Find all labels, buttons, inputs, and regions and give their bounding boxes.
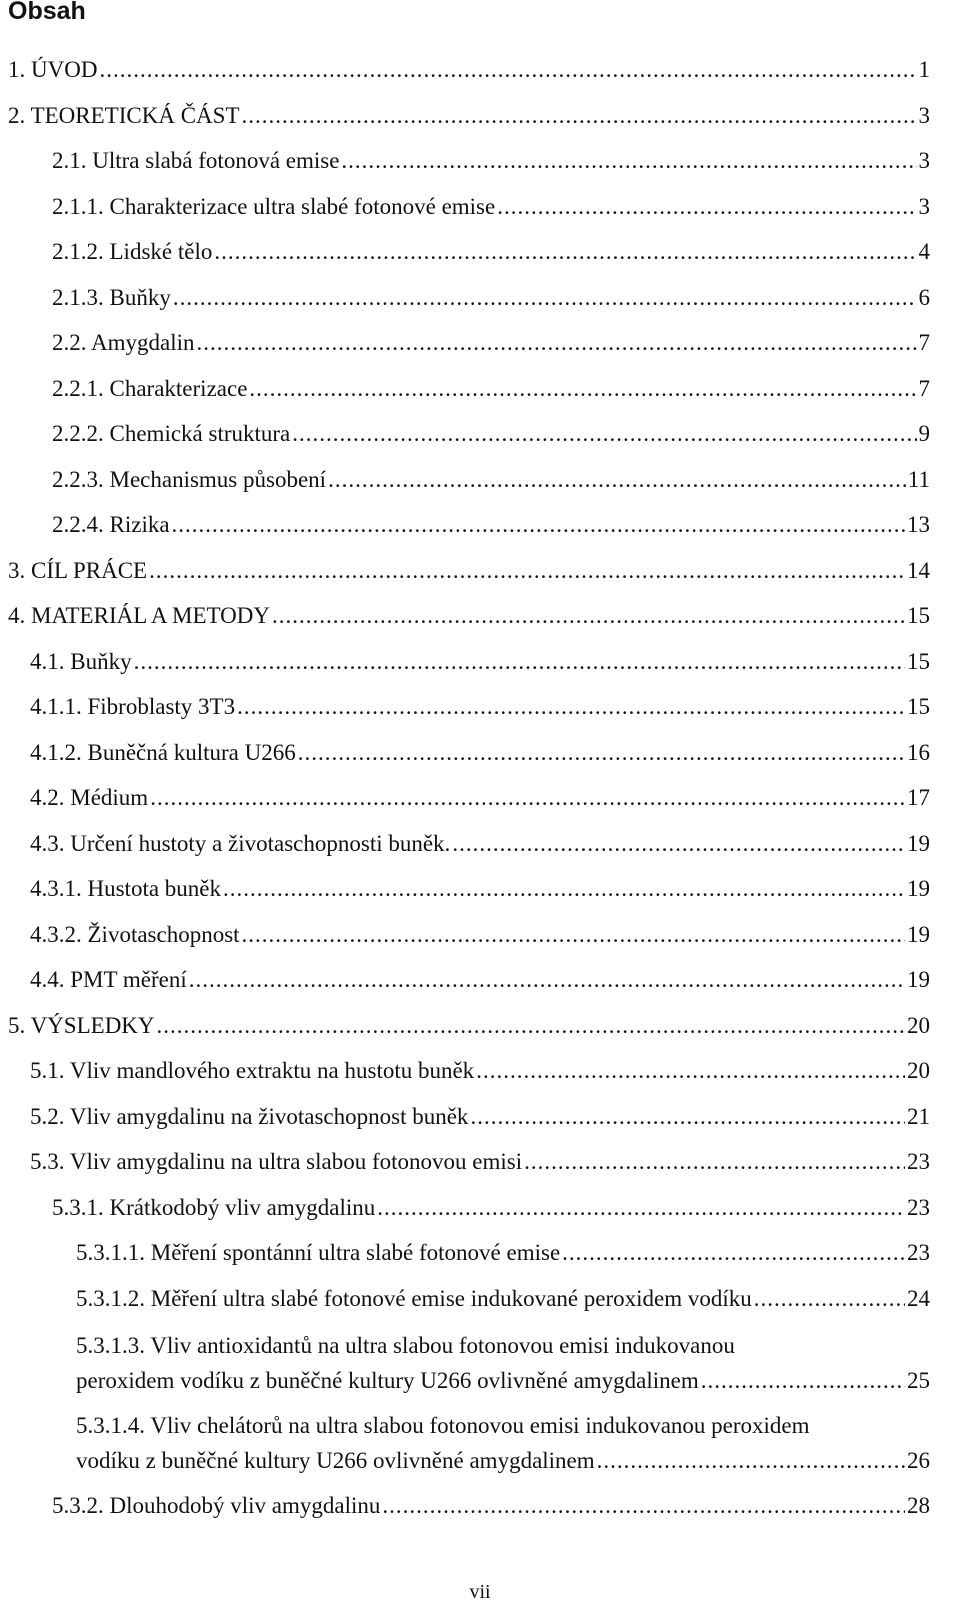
toc-entry-label: 5.3.1.2. Měření ultra slabé fotonové emise indukované peroxidem vodíku — [76, 1286, 752, 1311]
toc-entry-4-3-2[interactable] — [0, 919, 930, 951]
toc-entry-label: 5.3. Vliv amygdalinu na ultra slabou fotonovou emisi — [30, 1149, 523, 1174]
toc-entry-label: 4.1.2. Buněčná kultura U266 — [30, 740, 296, 765]
toc-entry-page: 7 — [918, 330, 930, 355]
toc-entry-label: 5. VÝSLEDKY — [8, 1013, 155, 1038]
toc-entry-5-3-2[interactable] — [0, 1490, 930, 1522]
toc-entry-4-3[interactable] — [0, 828, 930, 860]
toc-dot-leader — [134, 646, 905, 678]
toc-entry-page: 9 — [918, 421, 930, 446]
toc-entry-page: 19 — [907, 922, 930, 947]
toc-entry-cil-prace[interactable] — [0, 555, 930, 587]
toc-entry-page: 7 — [918, 376, 930, 401]
toc-entry-page: 15 — [907, 603, 930, 628]
toc-dot-leader — [597, 1445, 905, 1477]
toc-entry-label: 3. CÍL PRÁCE — [8, 558, 148, 583]
toc-entry-label: 2.2.2. Chemická struktura — [52, 421, 291, 446]
toc-entry-label: 2.2.4. Rizika — [52, 512, 170, 537]
toc-entry-2-2-2[interactable] — [0, 418, 930, 450]
toc-entry-page: 20 — [907, 1013, 930, 1038]
toc-dot-leader — [341, 145, 916, 177]
toc-entry-5-3-1-2[interactable] — [0, 1283, 930, 1315]
toc-dot-leader — [242, 100, 917, 132]
toc-entry-label: 5.2. Vliv amygdalinu na životaschopnost buněk — [30, 1104, 469, 1129]
toc-entry-label-line1: 5.3.1.4. Vliv chelátorů na ultra slabou fotonovou emisi indukovanou peroxidem — [76, 1413, 810, 1438]
toc-dot-leader — [157, 1010, 905, 1042]
toc-entry-page: 25 — [907, 1368, 930, 1393]
toc-dot-leader — [242, 919, 905, 951]
toc-entry-label: 5.3.1. Krátkodobý vliv amygdalinu — [52, 1195, 376, 1220]
toc-dot-leader — [562, 1237, 905, 1269]
toc-entry-5-3[interactable] — [0, 1146, 930, 1178]
toc-heading: Obsah — [8, 0, 86, 25]
toc-entry-page: 11 — [907, 467, 930, 492]
toc-entry-2-1-3[interactable] — [0, 282, 930, 314]
toc-entry-label: 2.1.2. Lidské tělo — [52, 239, 213, 264]
toc-entry-page: 6 — [918, 285, 930, 310]
toc-entry-label: 2.2. Amygdalin — [52, 330, 195, 355]
toc-entry-page: 19 — [907, 967, 930, 992]
toc-entry-label: 2.1.3. Buňky — [52, 285, 171, 310]
toc-dot-leader — [223, 873, 905, 905]
toc-entry-label: 5.1. Vliv mandlového extraktu na hustotu buněk — [30, 1058, 475, 1083]
toc-dot-leader — [249, 373, 916, 405]
toc-dot-leader — [173, 282, 917, 314]
toc-entry-2-2-3[interactable] — [0, 464, 930, 496]
toc-entry-uvod[interactable] — [0, 54, 930, 86]
toc-entry-material-a-metody[interactable] — [0, 600, 930, 632]
toc-dot-leader — [382, 1490, 905, 1522]
toc-entry-page: 24 — [907, 1286, 930, 1311]
toc-entry-page: 3 — [918, 194, 930, 219]
toc-entry-page: 13 — [907, 512, 930, 537]
toc-entry-4-1-2[interactable] — [0, 737, 930, 769]
toc-dot-leader — [172, 509, 905, 541]
toc-entry-5-3-1-3[interactable] — [0, 1330, 930, 1397]
toc-entry-5-3-1-4[interactable] — [0, 1410, 930, 1477]
toc-entry-label: 4.1. Buňky — [30, 649, 132, 674]
toc-dot-leader — [377, 1192, 905, 1224]
toc-entry-2-2-4[interactable] — [0, 509, 930, 541]
toc-entry-page: 23 — [907, 1149, 930, 1174]
toc-entry-label: 2.1. Ultra slabá fotonová emise — [52, 148, 340, 173]
toc-dot-leader — [476, 1055, 905, 1087]
toc-entry-2-1-1[interactable] — [0, 191, 930, 223]
toc-entry-label: 4.3.2. Životaschopnost — [30, 922, 240, 947]
toc-dot-leader — [452, 828, 905, 860]
toc-entry-label: 4.2. Médium — [30, 785, 149, 810]
toc-entry-page: 3 — [918, 103, 930, 128]
toc-dot-leader — [470, 1101, 905, 1133]
toc-entry-page: 14 — [907, 558, 930, 583]
toc-entry-label-line1: 5.3.1.3. Vliv antioxidantů na ultra slabou fotonovou emisi indukovanou — [76, 1333, 735, 1358]
toc-entry-label: 2.2.1. Charakterizace — [52, 376, 248, 401]
toc-entry-2-2-1[interactable] — [0, 373, 930, 405]
toc-dot-leader — [99, 54, 916, 86]
toc-entry-page: 15 — [907, 694, 930, 719]
toc-dot-leader — [298, 737, 905, 769]
toc-dot-leader — [328, 464, 906, 496]
toc-entry-vysledky[interactable] — [0, 1010, 930, 1042]
toc-entry-page: 17 — [907, 785, 930, 810]
toc-dot-leader — [292, 418, 916, 450]
toc-dot-leader — [196, 327, 916, 359]
toc-entry-page: 26 — [907, 1448, 930, 1473]
toc-entry-page: 1 — [918, 57, 930, 82]
toc-entry-page: 15 — [907, 649, 930, 674]
toc-entry-page: 20 — [907, 1058, 930, 1083]
toc-entry-label: 4.3.1. Hustota buněk — [30, 876, 222, 901]
toc-entry-page: 16 — [907, 740, 930, 765]
toc-entry-label-line2: vodíku z buněčné kultury U266 ovlivněné amygdalinem — [76, 1448, 595, 1473]
toc-entry-page: 28 — [907, 1493, 930, 1518]
toc-entry-label: 1. ÚVOD — [8, 57, 98, 82]
toc-dot-leader — [754, 1283, 905, 1315]
toc-entry-teoreticka-cast[interactable] — [0, 100, 930, 132]
page-number: vii — [469, 1581, 491, 1603]
toc-dot-leader — [150, 782, 905, 814]
toc-entry-2-1[interactable] — [0, 145, 930, 177]
toc-entry-5-3-1-1[interactable] — [0, 1237, 930, 1269]
toc-dot-leader — [497, 191, 916, 223]
toc-entry-label-line2: peroxidem vodíku z buněčné kultury U266 ovlivněné amygdalinem — [76, 1368, 699, 1393]
toc-dot-leader — [189, 964, 905, 996]
toc-entry-4-1[interactable] — [0, 646, 930, 678]
toc-entry-page: 3 — [918, 148, 930, 173]
toc-entry-page: 23 — [907, 1240, 930, 1265]
toc-entry-page: 21 — [907, 1104, 930, 1129]
toc-dot-leader — [524, 1146, 905, 1178]
toc-entry-label: 2.1.1. Charakterizace ultra slabé fotonové emise — [52, 194, 496, 219]
toc-entry-5-3-1[interactable] — [0, 1192, 930, 1224]
toc-dot-leader — [149, 555, 905, 587]
toc-entry-label: 5.3.2. Dlouhodobý vliv amygdalinu — [52, 1493, 381, 1518]
toc-entry-page: 4 — [918, 239, 930, 264]
toc-entry-4-2[interactable] — [0, 782, 930, 814]
toc-entry-page: 23 — [907, 1195, 930, 1220]
toc-dot-leader — [701, 1365, 905, 1397]
toc-entry-label: 4.1.1. Fibroblasty 3T3 — [30, 694, 236, 719]
toc-entry-label: 4. MATERIÁL A METODY — [8, 603, 270, 628]
toc-entry-2-1-2[interactable] — [0, 236, 930, 268]
toc-entry-4-1-1[interactable] — [0, 691, 930, 723]
toc-entry-label: 2.2.3. Mechanismus působení — [52, 467, 327, 492]
toc-entry-label: 5.3.1.1. Měření spontánní ultra slabé fotonové emise — [76, 1240, 561, 1265]
toc-entry-5-2[interactable] — [0, 1101, 930, 1133]
toc-dot-leader — [214, 236, 916, 268]
toc-dot-leader — [237, 691, 905, 723]
toc-entry-label: 4.4. PMT měření — [30, 967, 187, 992]
toc-entry-4-3-1[interactable] — [0, 873, 930, 905]
toc-entry-2-2[interactable] — [0, 327, 930, 359]
toc-entry-page: 19 — [907, 876, 930, 901]
toc-entry-5-1[interactable] — [0, 1055, 930, 1087]
toc-entry-page: 19 — [907, 831, 930, 856]
toc-entry-label: 2. TEORETICKÁ ČÁST — [8, 103, 240, 128]
toc-dot-leader — [272, 600, 905, 632]
toc-entry-4-4[interactable] — [0, 964, 930, 996]
toc-entry-label: 4.3. Určení hustoty a životaschopnosti buněk. — [30, 831, 451, 856]
